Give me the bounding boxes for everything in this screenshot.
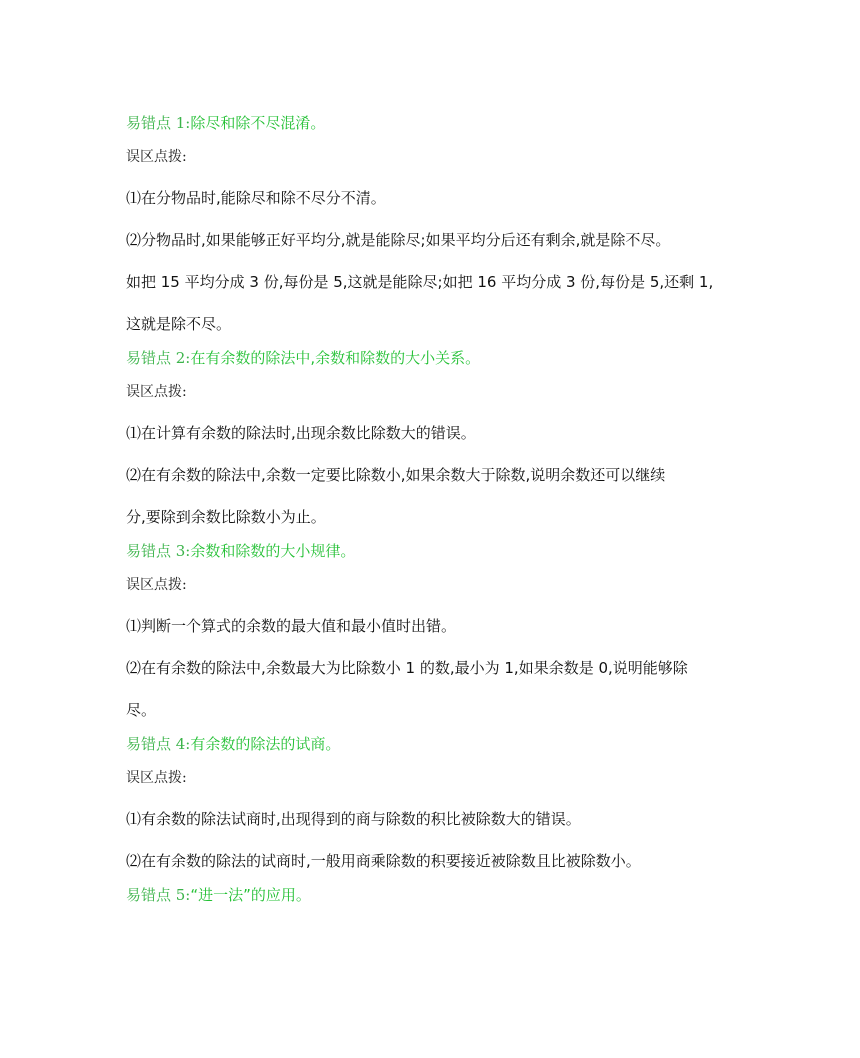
document-page [126,112,746,919]
section-heading [126,884,746,906]
heading-title: “进一法”的应用。 [190,886,311,904]
body-line: 尽。 [126,701,157,719]
section-body [126,412,746,538]
heading-title: 在有余数的除法中,余数和除数的大小关系。 [190,349,481,367]
section-label: 误区点拨: [126,384,187,400]
body-line: 分,要除到余数比除数小为止。 [126,508,326,526]
section-label: 误区点拨: [126,149,187,165]
body-line: ⑵分物品时,如果能够正好平均分,就是能除尽;如果平均分后还有剩余,就是除不尽。 [126,231,671,249]
heading-prefix: 易错点 2: [126,349,191,367]
section-2 [126,347,746,538]
body-line: 这就是除不尽。 [126,315,232,333]
body-line: ⑴有余数的除法试商时,出现得到的商与除数的积比被除数大的错误。 [126,810,581,828]
section-5 [126,884,746,906]
section-heading [126,733,746,755]
heading-prefix: 易错点 4: [126,735,191,753]
section-body [126,177,746,345]
heading-prefix: 易错点 5: [126,886,191,904]
section-label: 误区点拨: [126,770,187,786]
heading-prefix: 易错点 1: [126,114,191,132]
heading-title: 除尽和除不尽混淆。 [190,114,326,132]
heading-title: 余数和除数的大小规律。 [190,542,356,560]
body-line: 如把 15 平均分成 3 份,每份是 5,这就是能除尽;如把 16 平均分成 3 份,每份是 5,还剩 1, [126,273,714,291]
body-line: ⑴在计算有余数的除法时,出现余数比除数大的错误。 [126,424,476,442]
heading-prefix: 易错点 3: [126,542,191,560]
section-label: 误区点拨: [126,577,187,593]
section-heading [126,347,746,369]
section-body [126,605,746,731]
section-4 [126,733,746,882]
section-1 [126,112,746,345]
heading-title: 有余数的除法的试商。 [190,735,341,753]
section-heading [126,112,746,134]
body-line: ⑴在分物品时,能除尽和除不尽分不清。 [126,189,386,207]
section-3 [126,540,746,731]
section-body [126,798,746,882]
body-line: ⑵在有余数的除法中,余数一定要比除数小,如果余数大于除数,说明余数还可以继续 [126,466,666,484]
body-line: ⑵在有余数的除法中,余数最大为比除数小 1 的数,最小为 1,如果余数是 0,说明能够除 [126,659,688,677]
section-heading [126,540,746,562]
body-line: ⑵在有余数的除法的试商时,一般用商乘除数的积要接近被除数且比被除数小。 [126,852,641,870]
body-line: ⑴判断一个算式的余数的最大值和最小值时出错。 [126,617,457,635]
